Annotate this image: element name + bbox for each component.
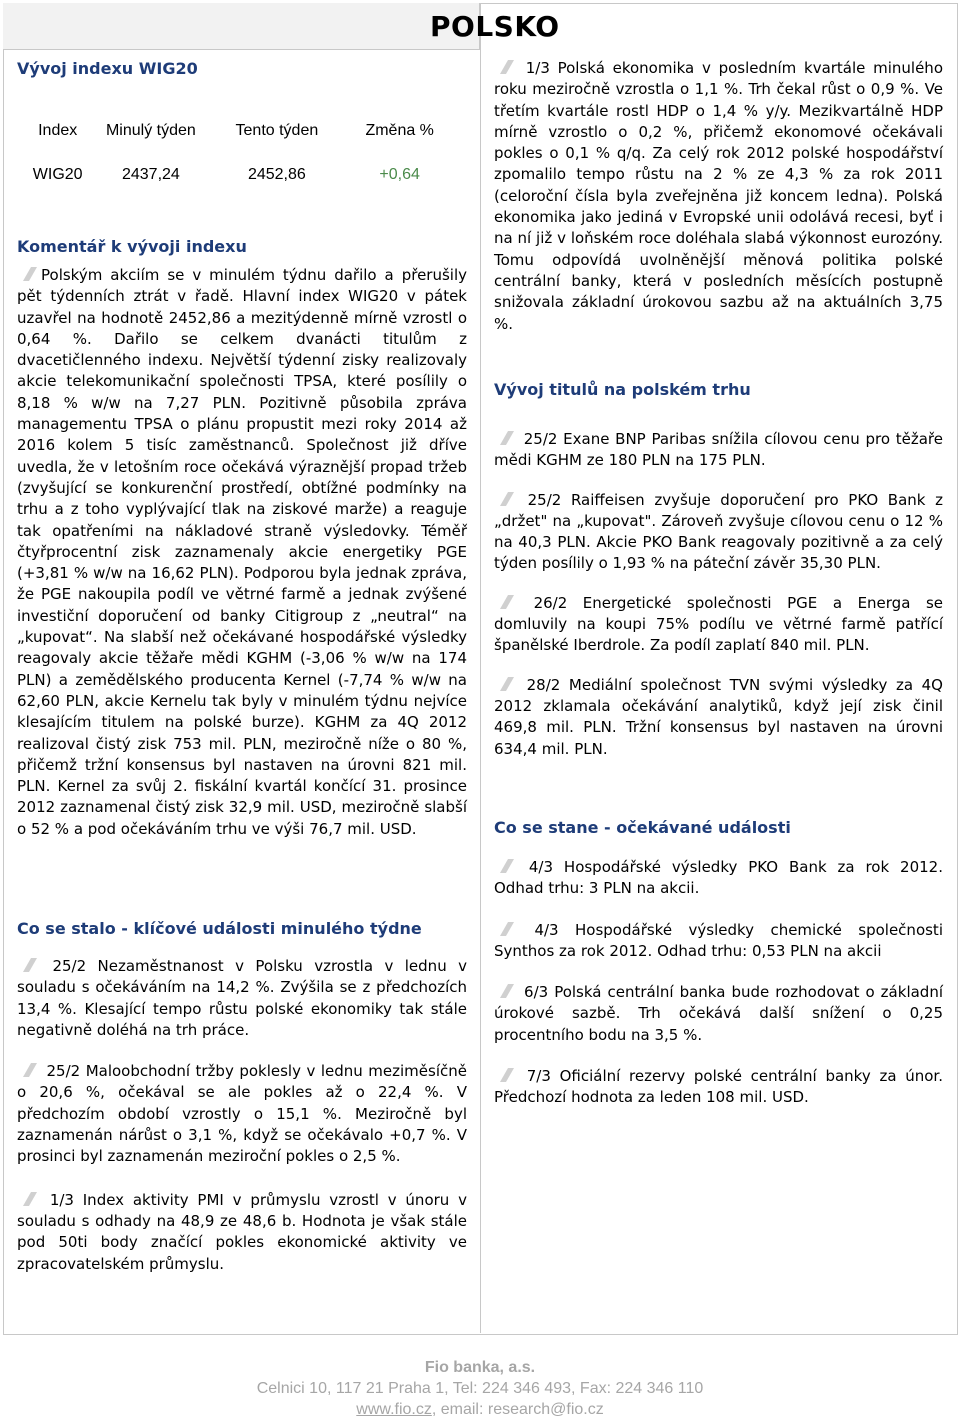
cell-this-week: 2452,86: [247, 166, 306, 183]
slash-bullet-icon: [494, 922, 518, 936]
list-item: [494, 920, 943, 963]
slash-bullet-icon: [17, 958, 41, 972]
slash-bullet-icon: [494, 595, 518, 609]
list-item-text: 4/3 Hospodářské výsledky chemické společnosti Synthos za rok 2012. Odhad trhu: 0,53 PLN na akcii: [494, 920, 943, 960]
header-left-band: [3, 3, 480, 50]
stalo-heading: Co se stalo - klíčové události minulého týdne: [17, 919, 422, 938]
komentar-section: [17, 236, 467, 840]
list-item: [494, 490, 943, 575]
list-item-text: 26/2 Energetické společnosti PGE a Energa se domluvily na koupi 75% podílu ve větrné farmě patřící španělské Iberdrole. Za podíl zaplatí 840 mil. PLN.: [494, 593, 943, 655]
cell-last-week: 2437,24: [121, 166, 180, 183]
wig-table: [17, 102, 449, 192]
footer-web-link[interactable]: www.fio.cz: [356, 1401, 432, 1418]
list-item: [17, 956, 467, 1041]
table-row: [17, 158, 449, 192]
footer-company-name: Fio banka, a.s.: [424, 1359, 536, 1376]
ekonomika-text: [494, 58, 943, 335]
slash-bullet-icon: [494, 677, 518, 691]
list-item: [494, 675, 943, 760]
slash-bullet-icon: [494, 492, 518, 506]
list-item-text: 1/3 Index aktivity PMI v průmyslu vzrostl v únoru v souladu s odhady na 48,9 ze 48,6 b. Hodnota je však stále pod 50ti body značící pokles ekonomické aktivity ve zpracovatelském průmyslu.: [17, 1190, 467, 1273]
list-item: [494, 429, 943, 472]
footer-company: [0, 1359, 960, 1377]
ekonomika-text-body: 1/3 Polská ekonomika v posledním kvartále minulého roku meziročně vzrostla o 1,1 %. Trh čekal růst o 0,9 %. Ve třetím kvartále rostl HDP o 1,4 % y/y. Mezikvartálně HDP mírně vzrostlo o 0,2 %, přičemž ekonomové očekávali pokles o 0,1 % q/q. Za celý rok 2012 polské hospodářství zpomalilo tempo růstu na 2 % ze 4,3 % za rok 2011 (celoroční čísla byla zveřejněna již koncem ledna). Polská ekonomika jako jediná v Evropské unii odolává recesi, byť i na ní již v loňském roce doléhala slabá výkonnost eurozóny. Tomu odpovídá uvolněnější měnová politika polské centrální banky, která v posledních měsících postupně snižovala základní úrokovou sazbu až na aktuálních 3,75 %.: [494, 59, 943, 333]
list-item-text: 28/2 Mediální společnost TVN svými výsledky za 4Q 2012 zklamala očekávání analytiků, když její zisk činil 469,8 mil. PLN. Tržní konsensus byl nastaven na úrovni 634,4 mil. PLN.: [494, 675, 943, 758]
slash-bullet-icon: [17, 1063, 41, 1077]
komentar-text: [17, 265, 467, 840]
tituly-heading: Vývoj titulů na polském trhu: [494, 380, 751, 399]
list-item: [494, 982, 943, 1046]
column-divider: [480, 3, 481, 1333]
list-item-text: 25/2 Exane BNP Paribas snížila cílovou cenu pro těžaře mědi KGHM ze 180 PLN na 175 PLN.: [494, 430, 943, 470]
wig-heading-wrap: [17, 58, 467, 80]
header-change: Změna %: [365, 121, 434, 139]
tituly-section: [494, 379, 943, 760]
list-item: [494, 857, 943, 900]
footer-email: , email: research@fio.cz: [431, 1401, 604, 1418]
footer-address: Celnici 10, 117 21 Praha 1, Tel: 224 346 493, Fax: 224 346 110: [256, 1380, 704, 1397]
header-index: Index: [38, 121, 78, 139]
list-item-text: 6/3 Polská centrální banka bude rozhodovat o základní úrokové sazbě. Trh očekává další snížení o 0,25 procentního bodu na 3,5 %.: [494, 983, 943, 1044]
stalo-section: [17, 918, 467, 1275]
list-item-text: 7/3 Oficiální rezervy polské centrální banky za únor. Předchozí hodnota za leden 108 mil. USD.: [494, 1067, 943, 1107]
list-item-text: 25/2 Raiffeisen zvyšuje doporučení pro PKO Bank z „držet" na „kupovat". Zároveň zvyšuje cílovou cenu o 12 % na 40,3 PLN. Akcie PKO Bank reagovaly pozitivně a za celý týden posílily o 1,93 % na páteční závěr 35,30 PLN.: [494, 490, 943, 573]
header-last-week: Minulý týden: [105, 121, 196, 139]
cell-index: WIG20: [32, 166, 83, 183]
list-item: [17, 1190, 467, 1275]
header-this-week: Tento týden: [235, 121, 319, 139]
list-item-text: 4/3 Hospodářské výsledky PKO Bank za rok 2012. Odhad trhu: 3 PLN na akcii.: [494, 858, 943, 898]
list-item-text: 25/2 Nezaměstnanost v Polsku vzrostla v lednu v souladu s očekáváním na 14,2 %. Zvýšila se z předchozích 13,4 %. Klesající tempo růstu polské ekonomiky tak stále negativně doléhá na trh práce.: [17, 957, 467, 1039]
page-title: POLSKO: [430, 10, 560, 43]
footer-contact: [0, 1401, 960, 1419]
stane-heading: Co se stane - očekávané události: [494, 818, 791, 837]
list-item: [494, 1066, 943, 1109]
slash-bullet-icon: [17, 267, 41, 281]
ekonomika-section: [494, 58, 943, 335]
slash-bullet-icon: [17, 1192, 41, 1206]
cell-change: +0,64: [379, 166, 420, 183]
stane-section: [494, 817, 943, 1109]
list-item: [494, 593, 943, 657]
slash-bullet-icon: [494, 60, 518, 74]
komentar-heading: Komentář k vývoji indexu: [17, 237, 247, 256]
slash-bullet-icon: [494, 431, 518, 445]
komentar-text-body: Polským akciím se v minulém týdnu dařilo a přerušily pět týdenních ztrát v řadě. Hlavní index WIG20 v pátek uzavřel na hodnotě 2452,86 a mezitýdenně mírně vzrostl o 0,64 %. Dařilo se celkem dvanácti titulům z dvacetičlenného indexu. Největší týdenní zisky realizovaly akcie telekomunikační společnosti TPSA, které posílily o 8,18 % w/w na 7,27 PLN. Pozitivně působila zpráva managementu TPSA o plánu propustit mezi roky 2014 až 2016 kolem 5 tisíc zaměstnanců. Společnost již dříve uvedla, že v letošním roce očekává výraznější propad tržeb (zvyšující se konkurenční prostředí, obtížné podmínky na trhu a z toho vyplývající tlak na ziskové marže) a reaguje tak opatřeními na nákladové straně výsledovky. Téměř čtyřprocentní zisk zaznamenaly akcie energetiky PGE (+3,81 % w/w na 16,62 PLN). Podporou byla jednak zpráva, že PGE nakoupila podíl ve větrné farmě a jednak zvýšené investiční doporučení od banky Citigroup z „neutral“ na „kupovat“. Na slabší než očekávané hospodářské výsledky reagovaly akcie těžaře mědi KGHM (-3,06 % w/w na 174 PLN) a zemědělského producenta Kernel (-7,74 % w/w na 62,60 PLN, akcie Kernelu tak byly v minulém týdnu nejvíce klesajícím titulem na polské burze). KGHM za 4Q 2012 realizoval čistý zisk 753 mil. PLN, meziročně níže o 80 %, přičemž tržní konsensus byl nastaven na úrovni 821 mil. PLN. Kernel za svůj 2. fiskální kvartál končící 31. prosince 2012 zaznamenal čistý zisk 32,9 mil. USD, meziročně slabší o 52 % a pod očekáváním trhu ve výši 76,7 mil. USD.: [17, 266, 467, 838]
slash-bullet-icon: [494, 984, 518, 998]
wig-heading: Vývoj indexu WIG20: [17, 59, 198, 78]
list-item: [17, 1061, 467, 1167]
slash-bullet-icon: [494, 1068, 518, 1082]
list-item-text: 25/2 Maloobchodní tržby poklesly v lednu meziměsíčně o 20,6 %, očekával se ale pokles až o 22,4 %. V předchozím období vzrostly o 15,1 %. Meziročně byl zaznamenán nárůst o 3,1 %, když se očekávalo +0,7 %. V prosinci byl zaznamenán meziroční pokles o 2,5 %.: [17, 1062, 467, 1166]
table-header-row: [17, 102, 449, 158]
slash-bullet-icon: [494, 859, 518, 873]
